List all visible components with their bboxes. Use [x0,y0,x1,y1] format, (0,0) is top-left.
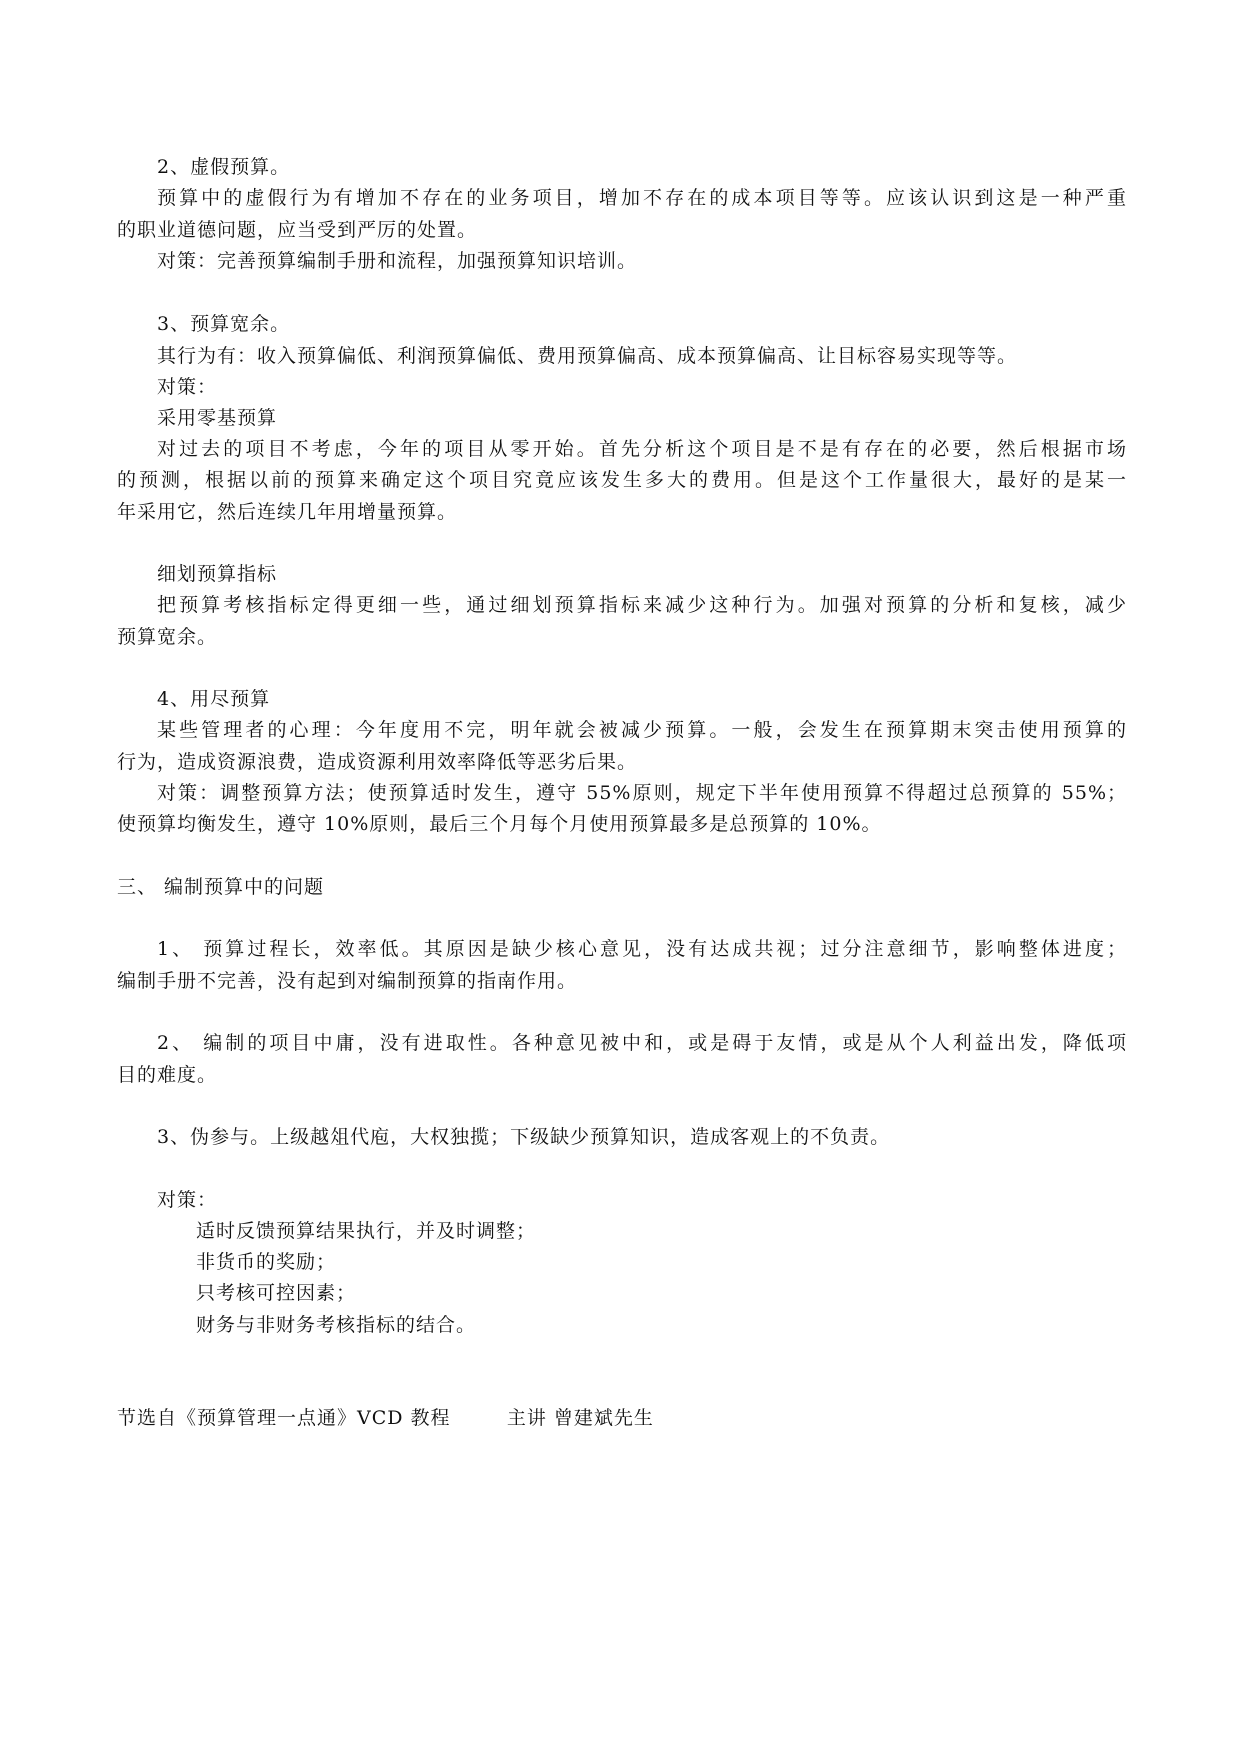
chapter-heading: 三、 编制预算中的问题 [117,876,325,898]
paragraph-line: 预算宽余。 [117,626,218,648]
source-citation: 节选自《预算管理一点通》VCD 教程 主讲 曾建斌先生 [117,1407,654,1429]
paragraph-line: 把预算考核指标定得更细一些，通过细划预算指标来减少这种行为。加强对预算的分析和复核，减少 [157,594,1127,616]
countermeasure-item: 财务与非财务考核指标的结合。 [196,1314,477,1336]
paragraph-line: 的职业道德问题，应当受到严厉的处置。 [117,219,478,241]
paragraph-line: 的预测，根据以前的预算来确定这个项目究竟应该发生多大的费用。但是这个工作量很大，最好的是某一 [117,469,1127,491]
paragraph-line: 预算中的虚假行为有增加不存在的业务项目，增加不存在的成本项目等等。应该认识到这是一种严重 [157,187,1127,209]
paragraph-line: 2、 编制的项目中庸，没有进取性。各种意见被中和，或是碍于友情，或是从个人利益出发，降低项 [157,1032,1127,1054]
section-heading-use-up-budget: 4、用尽预算 [157,688,271,710]
countermeasure-item: 非货币的奖励； [196,1251,337,1273]
section-heading-false-budget: 2、虚假预算。 [157,156,291,178]
paragraph-line: 某些管理者的心理：今年度用不完，明年就会被减少预算。一般，会发生在预算期末突击使用预算的 [157,719,1127,741]
countermeasure-item: 适时反馈预算结果执行，并及时调整； [196,1220,537,1242]
countermeasure-label: 对策： [157,1189,218,1211]
subheading-refine-indicators: 细划预算指标 [157,563,278,585]
paragraph-line: 目的难度。 [117,1064,218,1086]
paragraph-line: 对过去的项目不考虑，今年的项目从零开始。首先分析这个项目是不是有存在的必要，然后根据市场 [157,438,1127,460]
countermeasure-label: 对策： [157,376,218,398]
countermeasure-line: 对策：完善预算编制手册和流程，加强预算知识培训。 [157,250,638,272]
paragraph-line: 行为，造成资源浪费，造成资源利用效率降低等恶劣后果。 [117,751,638,773]
paragraph-line: 年采用它，然后连续几年用增量预算。 [117,501,458,523]
paragraph-line: 编制手册不完善，没有起到对编制预算的指南作用。 [117,970,578,992]
paragraph-line: 使预算均衡发生，遵守 10%原则，最后三个月每个月使用预算最多是总预算的 10%。 [117,813,882,835]
countermeasure-item: 只考核可控因素； [196,1282,357,1304]
subheading-zero-based-budget: 采用零基预算 [157,407,278,429]
section-heading-budget-slack: 3、预算宽余。 [157,313,291,335]
paragraph-line: 3、伪参与。上级越俎代庖，大权独揽；下级缺少预算知识，造成客观上的不负责。 [157,1126,891,1148]
countermeasure-line: 对策：调整预算方法；使预算适时发生，遵守 55%原则，规定下半年使用预算不得超过总预算的 55%； [157,782,1127,804]
paragraph-line: 1、 预算过程长，效率低。其原因是缺少核心意见，没有达成共视；过分注意细节，影响整体进度； [157,938,1127,960]
paragraph-line: 其行为有：收入预算偏低、利润预算偏低、费用预算偏高、成本预算偏高、让目标容易实现等等。 [157,345,1018,367]
